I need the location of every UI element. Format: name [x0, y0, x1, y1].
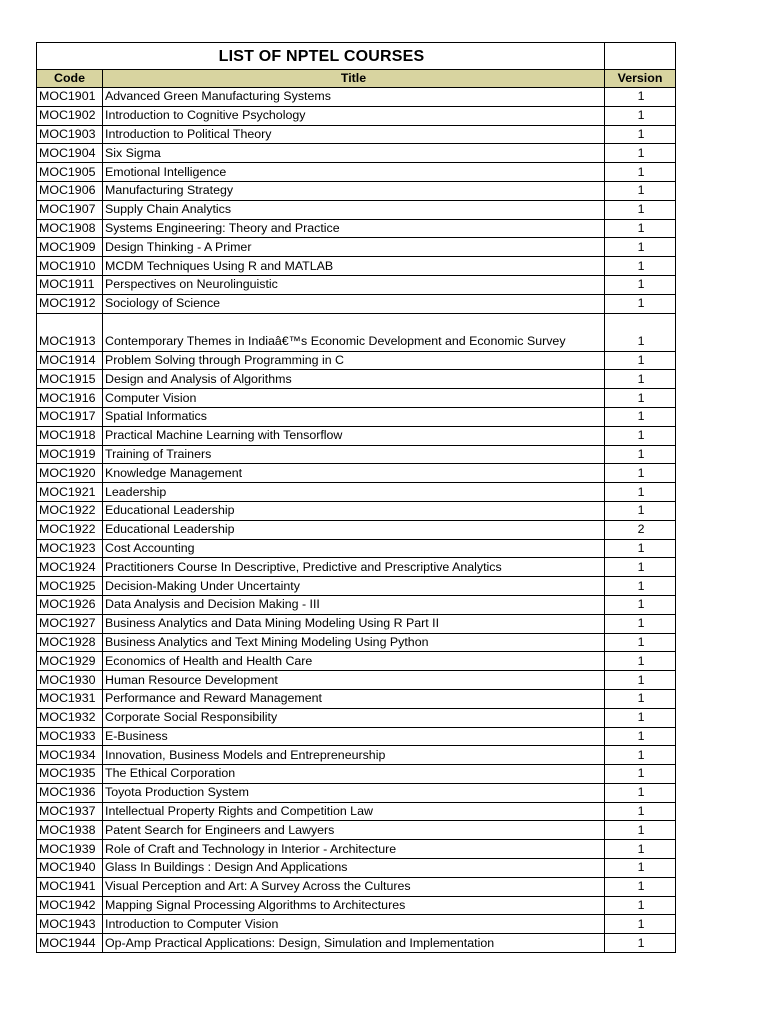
course-version-cell: 1: [605, 915, 676, 934]
course-version-cell: 1: [605, 445, 676, 464]
course-title-cell: Sociology of Science: [103, 294, 605, 313]
course-code-cell: MOC1912: [37, 294, 103, 313]
course-code-cell: MOC1927: [37, 614, 103, 633]
course-code-cell: MOC1903: [37, 125, 103, 144]
course-version-cell: 1: [605, 426, 676, 445]
course-code-cell: MOC1924: [37, 558, 103, 577]
course-version-cell: 1: [605, 257, 676, 276]
course-title-cell: Corporate Social Responsibility: [103, 708, 605, 727]
title-row-blank-cell: [605, 43, 676, 70]
table-row: [37, 821, 676, 840]
table-row: [37, 595, 676, 614]
course-version-cell: 1: [605, 125, 676, 144]
course-title-cell: Decision-Making Under Uncertainty: [103, 577, 605, 596]
course-version-cell: 1: [605, 558, 676, 577]
course-version-cell: 1: [605, 934, 676, 953]
course-title-cell: Patent Search for Engineers and Lawyers: [103, 821, 605, 840]
course-version-cell: 1: [605, 689, 676, 708]
course-code-cell: MOC1904: [37, 144, 103, 163]
courses-table: [36, 42, 676, 953]
course-code-cell: MOC1933: [37, 727, 103, 746]
course-title-cell: Supply Chain Analytics: [103, 200, 605, 219]
table-row: [37, 144, 676, 163]
course-title-cell: Economics of Health and Health Care: [103, 652, 605, 671]
course-version-cell: 1: [605, 821, 676, 840]
course-code-cell: MOC1937: [37, 802, 103, 821]
table-row: [37, 181, 676, 200]
course-code-cell: MOC1920: [37, 464, 103, 483]
course-title-cell: Emotional Intelligence: [103, 163, 605, 182]
table-row: [37, 464, 676, 483]
table-row: [37, 106, 676, 125]
course-version-cell: 1: [605, 859, 676, 878]
course-title-cell: Advanced Green Manufacturing Systems: [103, 88, 605, 107]
course-code-cell: MOC1902: [37, 106, 103, 125]
course-version-cell: 1: [605, 539, 676, 558]
table-row: [37, 501, 676, 520]
course-version-cell: 1: [605, 727, 676, 746]
column-header-title: Title: [103, 70, 605, 88]
table-row: [37, 915, 676, 934]
course-code-cell: MOC1943: [37, 915, 103, 934]
table-row: [37, 708, 676, 727]
course-title-cell: Introduction to Political Theory: [103, 125, 605, 144]
course-version-cell: 1: [605, 783, 676, 802]
course-code-cell: MOC1914: [37, 351, 103, 370]
course-title-cell: Systems Engineering: Theory and Practice: [103, 219, 605, 238]
table-row: [37, 294, 676, 313]
table-row: [37, 219, 676, 238]
course-title-cell: Educational Leadership: [103, 520, 605, 539]
course-version-cell: 1: [605, 88, 676, 107]
table-row: [37, 257, 676, 276]
table-row: [37, 125, 676, 144]
course-version-cell: 1: [605, 106, 676, 125]
table-row: [37, 652, 676, 671]
table-row: [37, 727, 676, 746]
course-title-cell: Introduction to Cognitive Psychology: [103, 106, 605, 125]
course-title-cell: Spatial Informatics: [103, 407, 605, 426]
course-code-cell: MOC1906: [37, 181, 103, 200]
course-title-cell: Business Analytics and Data Mining Modeling Using R Part II: [103, 614, 605, 633]
course-title-cell: Computer Vision: [103, 389, 605, 408]
table-row: [37, 539, 676, 558]
course-version-cell: 1: [605, 163, 676, 182]
course-code-cell: MOC1901: [37, 88, 103, 107]
course-code-cell: MOC1938: [37, 821, 103, 840]
course-title-cell: Data Analysis and Decision Making - III: [103, 595, 605, 614]
course-title-cell: Practical Machine Learning with Tensorflow: [103, 426, 605, 445]
table-row: [37, 802, 676, 821]
course-version-cell: 1: [605, 389, 676, 408]
course-code-cell: MOC1932: [37, 708, 103, 727]
table-row: [37, 614, 676, 633]
table-row: [37, 859, 676, 878]
course-version-cell: 1: [605, 294, 676, 313]
course-title-cell: Practitioners Course In Descriptive, Predictive and Prescriptive Analytics: [103, 558, 605, 577]
table-row: [37, 483, 676, 502]
course-version-cell: 1: [605, 370, 676, 389]
table-row: [37, 163, 676, 182]
table-row: [37, 558, 676, 577]
course-code-cell: MOC1941: [37, 877, 103, 896]
course-code-cell: MOC1936: [37, 783, 103, 802]
course-title-cell: MCDM Techniques Using R and MATLAB: [103, 257, 605, 276]
course-version-cell: 1: [605, 464, 676, 483]
course-version-cell: 1: [605, 652, 676, 671]
table-row: [37, 671, 676, 690]
course-code-cell: MOC1908: [37, 219, 103, 238]
course-version-cell: 1: [605, 802, 676, 821]
course-version-cell: 1: [605, 671, 676, 690]
course-code-cell: MOC1907: [37, 200, 103, 219]
course-version-cell: 1: [605, 144, 676, 163]
table-row: [37, 877, 676, 896]
table-row: [37, 896, 676, 915]
table-row: [37, 577, 676, 596]
course-version-cell: 1: [605, 896, 676, 915]
table-row: [37, 426, 676, 445]
course-title-cell: Training of Trainers: [103, 445, 605, 464]
course-code-cell: MOC1935: [37, 765, 103, 784]
table-row: [37, 689, 676, 708]
course-version-cell: 1: [605, 219, 676, 238]
course-code-cell: MOC1917: [37, 407, 103, 426]
table-row: [37, 633, 676, 652]
table-row: [37, 200, 676, 219]
course-version-cell: 2: [605, 520, 676, 539]
course-version-cell: 1: [605, 765, 676, 784]
table-row: [37, 746, 676, 765]
course-title-cell: Six Sigma: [103, 144, 605, 163]
course-code-cell: MOC1925: [37, 577, 103, 596]
course-title-cell: Perspectives on Neurolinguistic: [103, 275, 605, 294]
course-title-cell: Glass In Buildings : Design And Applications: [103, 859, 605, 878]
table-row: [37, 520, 676, 539]
course-version-cell: 1: [605, 614, 676, 633]
course-code-cell: MOC1928: [37, 633, 103, 652]
course-version-cell: 1: [605, 840, 676, 859]
course-code-cell: MOC1905: [37, 163, 103, 182]
course-code-cell: MOC1942: [37, 896, 103, 915]
table-row: [37, 389, 676, 408]
table-row: [37, 238, 676, 257]
course-code-cell: MOC1939: [37, 840, 103, 859]
course-code-cell: MOC1921: [37, 483, 103, 502]
course-title-cell: Role of Craft and Technology in Interior - Architecture: [103, 840, 605, 859]
course-title-cell: Design and Analysis of Algorithms: [103, 370, 605, 389]
table-row: [37, 275, 676, 294]
course-title-cell: Educational Leadership: [103, 501, 605, 520]
column-header-code: Code: [37, 70, 103, 88]
course-code-cell: MOC1940: [37, 859, 103, 878]
course-title-cell: E-Business: [103, 727, 605, 746]
course-code-cell: MOC1913: [37, 313, 103, 351]
course-version-cell: 1: [605, 200, 676, 219]
course-title-cell: Contemporary Themes in Indiaâ€™s Economic Development and Economic Survey: [103, 313, 605, 351]
table-row: [37, 370, 676, 389]
course-version-cell: 1: [605, 877, 676, 896]
course-title-cell: Intellectual Property Rights and Competition Law: [103, 802, 605, 821]
course-title-cell: Business Analytics and Text Mining Modeling Using Python: [103, 633, 605, 652]
course-title-cell: Human Resource Development: [103, 671, 605, 690]
course-title-cell: Innovation, Business Models and Entrepreneurship: [103, 746, 605, 765]
table-row: [37, 840, 676, 859]
table-row: [37, 445, 676, 464]
table-row: [37, 765, 676, 784]
course-code-cell: MOC1922: [37, 520, 103, 539]
course-version-cell: 1: [605, 181, 676, 200]
course-code-cell: MOC1918: [37, 426, 103, 445]
course-version-cell: 1: [605, 313, 676, 351]
course-code-cell: MOC1944: [37, 934, 103, 953]
course-code-cell: MOC1922: [37, 501, 103, 520]
course-code-cell: MOC1929: [37, 652, 103, 671]
course-version-cell: 1: [605, 351, 676, 370]
course-code-cell: MOC1911: [37, 275, 103, 294]
course-version-cell: 1: [605, 238, 676, 257]
course-title-cell: The Ethical Corporation: [103, 765, 605, 784]
course-title-cell: Leadership: [103, 483, 605, 502]
course-code-cell: MOC1930: [37, 671, 103, 690]
course-code-cell: MOC1934: [37, 746, 103, 765]
course-version-cell: 1: [605, 577, 676, 596]
column-header-version: Version: [605, 70, 676, 88]
course-title-cell: Manufacturing Strategy: [103, 181, 605, 200]
course-version-cell: 1: [605, 407, 676, 426]
course-version-cell: 1: [605, 483, 676, 502]
course-code-cell: MOC1909: [37, 238, 103, 257]
course-code-cell: MOC1916: [37, 389, 103, 408]
header-row: [37, 70, 676, 88]
table-row: [37, 351, 676, 370]
course-title-cell: Design Thinking - A Primer: [103, 238, 605, 257]
table-row: [37, 313, 676, 351]
courses-table-body: [37, 43, 676, 953]
course-title-cell: Cost Accounting: [103, 539, 605, 558]
course-title-cell: Op-Amp Practical Applications: Design, Simulation and Implementation: [103, 934, 605, 953]
course-version-cell: 1: [605, 501, 676, 520]
course-version-cell: 1: [605, 633, 676, 652]
course-version-cell: 1: [605, 708, 676, 727]
course-title-cell: Mapping Signal Processing Algorithms to Architectures: [103, 896, 605, 915]
course-code-cell: MOC1919: [37, 445, 103, 464]
course-version-cell: 1: [605, 746, 676, 765]
course-title-cell: Introduction to Computer Vision: [103, 915, 605, 934]
course-version-cell: 1: [605, 275, 676, 294]
course-title-cell: Performance and Reward Management: [103, 689, 605, 708]
course-title-cell: Knowledge Management: [103, 464, 605, 483]
table-row: [37, 407, 676, 426]
course-title-cell: Visual Perception and Art: A Survey Across the Cultures: [103, 877, 605, 896]
course-code-cell: MOC1915: [37, 370, 103, 389]
table-row: [37, 934, 676, 953]
course-version-cell: 1: [605, 595, 676, 614]
table-row: [37, 88, 676, 107]
title-row: [37, 43, 676, 70]
course-code-cell: MOC1931: [37, 689, 103, 708]
course-title-cell: Problem Solving through Programming in C: [103, 351, 605, 370]
sheet-title: LIST OF NPTEL COURSES: [37, 43, 605, 70]
course-title-cell: Toyota Production System: [103, 783, 605, 802]
course-code-cell: MOC1926: [37, 595, 103, 614]
course-code-cell: MOC1923: [37, 539, 103, 558]
table-row: [37, 783, 676, 802]
course-code-cell: MOC1910: [37, 257, 103, 276]
